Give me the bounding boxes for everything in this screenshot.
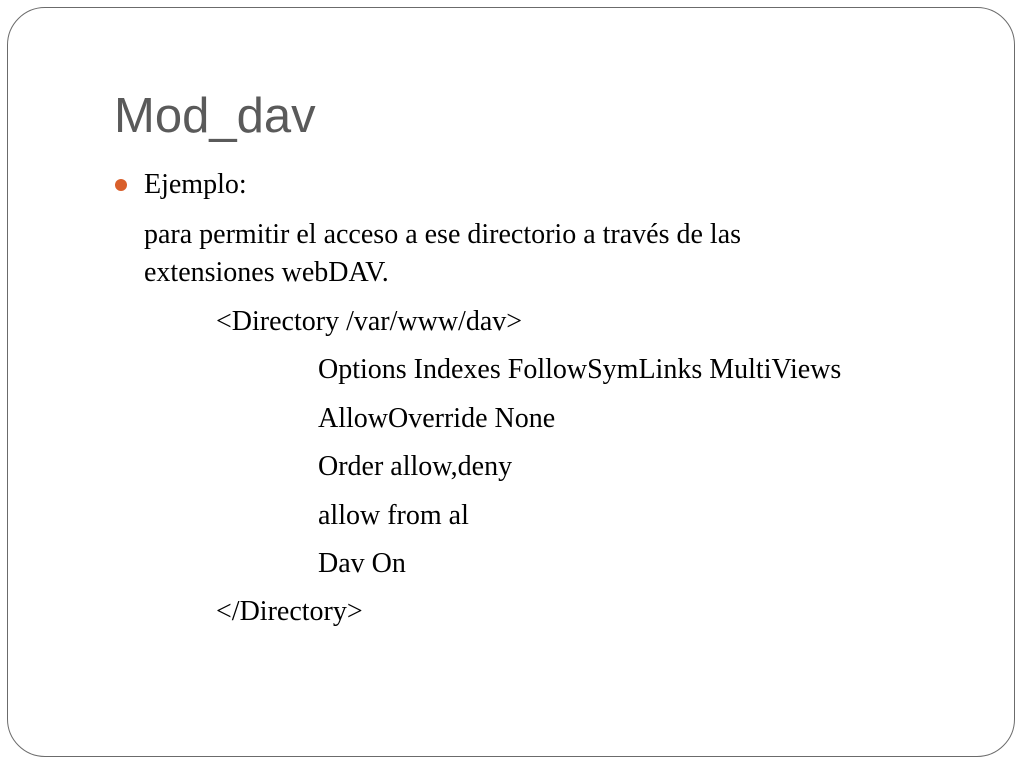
code-directive: Options Indexes FollowSymLinks MultiViews [318, 354, 842, 385]
code-close-tag: </Directory> [216, 596, 363, 627]
slide-title: Mod_dav [114, 89, 316, 143]
bullet-dot-icon [115, 179, 127, 191]
bullet-label: Ejemplo: [144, 169, 247, 200]
code-directive: Order allow,deny [318, 451, 513, 482]
code-directive: AllowOverride None [318, 403, 556, 434]
description-line: extensiones webDAV. [144, 257, 389, 288]
code-directive: allow from al [318, 500, 469, 531]
code-directive: Dav On [318, 548, 406, 579]
description-line: para permitir el acceso a ese directorio a través de las [144, 219, 742, 250]
code-open-tag: <Directory /var/www/dav> [216, 306, 523, 337]
